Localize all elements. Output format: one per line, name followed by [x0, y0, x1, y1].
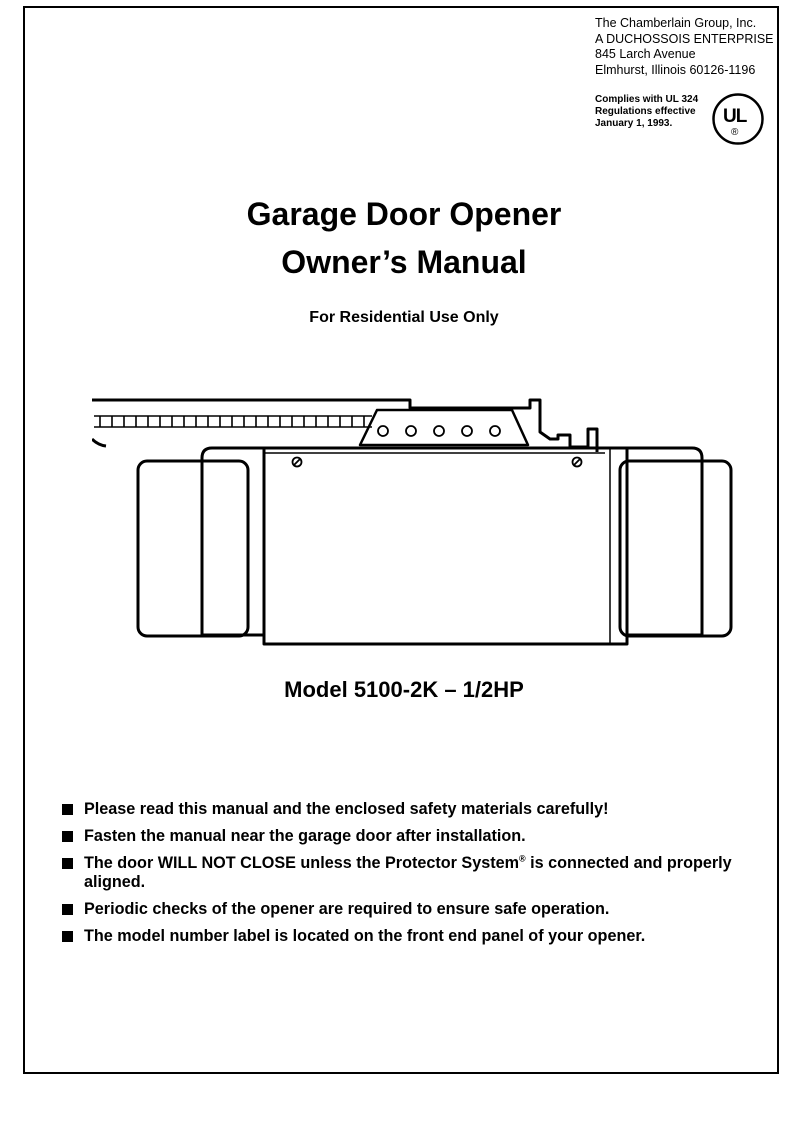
ul-logo-icon — [711, 92, 765, 146]
company-street: 845 Larch Avenue — [595, 47, 696, 61]
list-item — [62, 854, 762, 892]
ul-note-line: Regulations effective — [595, 106, 696, 117]
bullet-text: The model number label is located on the front end panel of your opener. — [84, 927, 646, 945]
subtitle: For Residential Use Only — [309, 309, 499, 326]
title-line-1: Garage Door Opener — [246, 196, 562, 232]
bullet-text: Periodic checks of the opener are required to ensure safe operation. — [84, 900, 610, 918]
company-enterprise: A DUCHOSSOIS ENTERPRISE — [595, 31, 774, 46]
garage-door-opener-illustration — [92, 395, 752, 660]
bullet-square-icon — [62, 904, 73, 915]
company-name: The Chamberlain Group, Inc. — [595, 16, 757, 30]
registered-mark: ® — [519, 853, 526, 864]
ul-logo-u: UL — [723, 106, 747, 127]
bullet-square-icon — [62, 831, 73, 842]
bullet-square-icon — [62, 858, 73, 869]
ul-compliance-note — [595, 94, 698, 130]
bullet-text: Fasten the manual near the garage door after installation. — [84, 827, 526, 845]
list-item — [62, 900, 762, 919]
model-number: Model 5100-2K – 1/2HP — [284, 677, 524, 702]
list-item — [62, 927, 762, 946]
title-line-2: Owner’s Manual — [281, 244, 527, 280]
ul-note-line: Complies with UL 324 — [595, 94, 699, 105]
ul-logo-registered: ® — [731, 127, 739, 138]
ul-note-line: January 1, 1993. — [595, 118, 673, 129]
bullet-square-icon — [62, 931, 73, 942]
company-city: Elmhurst, Illinois 60126-1196 — [595, 62, 756, 77]
bullet-text-post: is connected and properly aligned. — [84, 854, 732, 891]
instruction-list — [62, 800, 762, 954]
list-item — [62, 800, 762, 819]
bullet-square-icon — [62, 804, 73, 815]
list-item — [62, 827, 762, 846]
company-address — [595, 16, 774, 78]
bullet-text: Please read this manual and the enclosed safety materials carefully! — [84, 800, 609, 818]
bullet-text-pre: The door WILL NOT CLOSE unless the Protector System — [84, 854, 520, 872]
